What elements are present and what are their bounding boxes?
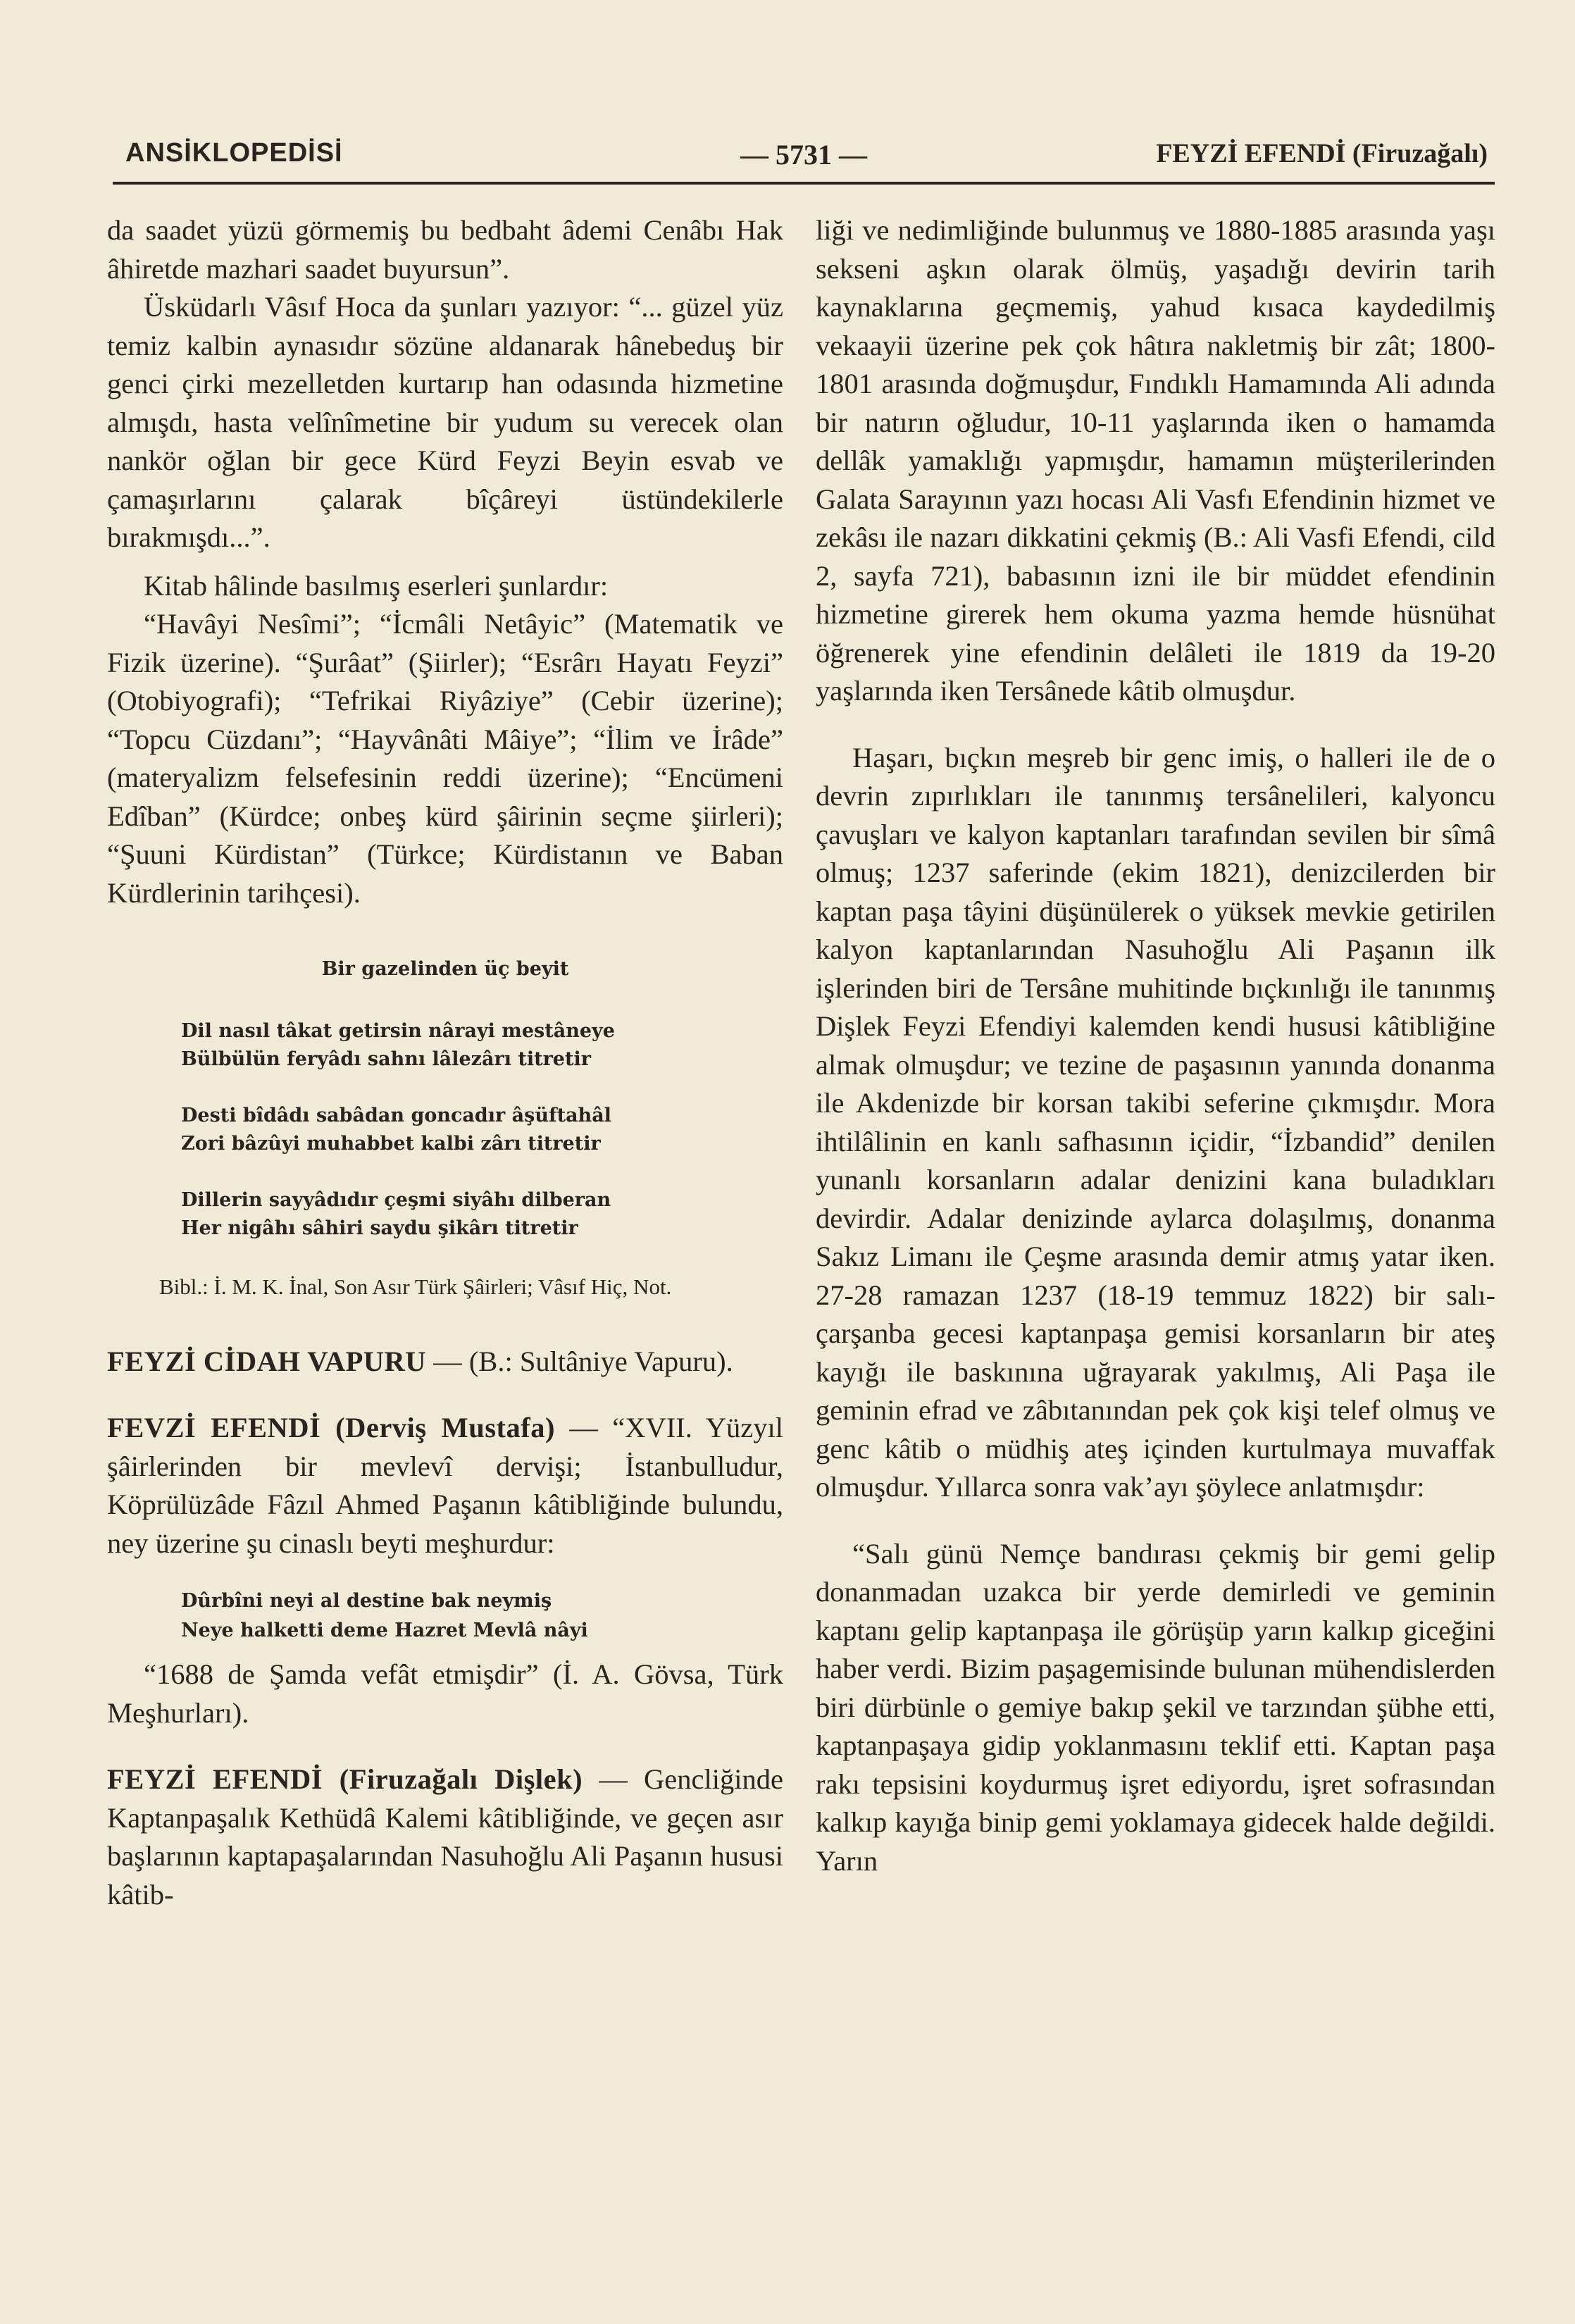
entry-feyzi-efendi-firuzagali	[107, 1760, 783, 1914]
header-entry-title: FEYZİ EFENDİ (Firuzağalı)	[1156, 139, 1488, 168]
bibliography: Bibl.: İ. M. K. İnal, Son Asır Türk Şâirleri; Vâsıf Hiç, Not.	[159, 1274, 672, 1299]
paragraph: Üsküdarlı Vâsıf Hoca da şunları yazıyor: “... güzel yüz temiz kalbin aynasıdır sözüne aldanarak hânebeduş bir genci çirki mezelletden kurtarıp han odasında hizmetine almışdı, hasta velînîmetine bir yudum su verecek olan nankör oğlan bir gece Kürd Feyzi Beyin esvab ve çamaşırlarını çalarak bîçâreyi üstündekilerle bırakmışdı...”.	[107, 291, 783, 553]
couplet	[181, 1017, 783, 1074]
verse-line: Zori bâzûyi muhabbet kalbi zârı titretir	[181, 1132, 601, 1155]
works-list: “Havâyi Nesîmi”; “İcmâli Netâyic” (Matematik ve Fizik üzerine). “Şurâat” (Şiirler); “Esrârı Hayatı Feyzi” (Otobiyografi); “Tefrikai Riyâziye” (Cebir üzerine); “Topcu Cüzdanı”; “Hayvânâti Mâiye”; “İlim ve İrâde” (materyalizm felsefesinin reddi üzerine); “Encümeni Edîban” (Kürdce; onbeş kürd şâirinin seçme şiirleri); “Şuuni Kürdistan” (Türkce; Kürdistanın ve Baban Kürdlerinin tarihçesi).	[107, 608, 783, 909]
verse-line: Desti bîdâdı sabâdan goncadır âşüftahâl	[181, 1104, 611, 1126]
verse-line: Dil nasıl tâkat getirsin nârayi mestâneye	[181, 1019, 615, 1042]
entry-heading: FEYZİ CİDAH VAPURU	[107, 1345, 427, 1377]
entry-fevzi-efendi	[107, 1409, 783, 1562]
page-header	[113, 132, 1495, 185]
paragraph: liği ve nedimliğinde bulunmuş ve 1880-1885 arasında yaşı sekseni aşkın olarak ölmüş, yaşadığı devirin tarih kaynaklarına geçmemiş, yahud kısaca kaydedilmiş vekaayii üzerine pek çok hâtıra nakletmiş bir zât; 1800-1801 arasında doğmuşdur, Fındıklı Hamamında Ali adında bir natırın oğludur, 10-11 yaşlarında iken o hamamda dellâk yamaklığı yapmışdır, hamamın müşterilerinden Galata Sarayının yazı hocası Ali Vasfı Efendinin hizmet ve zekâsı ile nazarı dikkatini çekmiş (B.: Ali Vasfi Efendi, cild 2, sayfa 721), babasının izni ile bir müddet efendinin hizmetine girerek hem okuma yazma hemde hüsnühat öğrenerek yine efendinin delâleti ile 1819 da 19-20 yaşlarında iken Tersânede kâtib olmuşdur.	[816, 214, 1495, 707]
entry-heading: FEVZİ EFENDİ (Derviş Mustafa)	[107, 1412, 555, 1443]
couplet	[181, 1102, 783, 1158]
verse-line: Bülbülün feryâdı sahnı lâlezârı titretir	[181, 1048, 591, 1070]
poem-title: Bir gazelinden üç beyit	[321, 958, 569, 980]
verse-line: Her nigâhı sâhiri saydu şikârı titretir	[181, 1217, 578, 1239]
paragraph: Haşarı, bıçkın meşreb bir genc imiş, o halleri ile de o devrin zıpırlıkları ile tanınmış tersânelileri, kalyoncu çavuşları ve kalyon kaptanları tarafından sevilen bir sîmâ olmuş; 1237 saferinde (ekim 1821), denizcilerden bir kaptan paşa tâyini düşünülerek o yüksek mevkie getirilen kalyon kaptanlarından Nasuhoğlu Ali Paşanın ilk işlerinden biri de Tersâne muhitinde bıçkınlığı ile tanınmış Dişlek Feyzi Efendiyi kalemden kendi hususi kâtibliğine almak olmuşdur; ve tezine de paşasının yanında donanma ile Akdenizde bir korsan takibi seferine çıkmışdır. Mora ihtilâlinin en kanlı safhasının içidir, “İzbandid” denilen yunanlı korsanların adalar denizini kana buladıkları devirdir. Adalar denizinde aylarca dolaşılmış, donanma Sakız Limanı ile Çeşme arasında demir atmış yatar iken. 27-28 ramazan 1237 (18-19 temmuz 1822) bir salı-çarşanba gecesi kaptanpaşa gemisi korsanların bir ateş kayığı ile baskınına uğrayarak yakılmış, Ali Paşa ile geminin efrad ve zâbıtanından pek çok kişi telef olmuş ve genc kâtib o müdhiş ateş içinden kurtulmaya muvaffak olmuşdur. Yıllarca sonra vak’ayı şöylece anlatmışdır:	[816, 741, 1495, 1503]
couplet	[181, 1186, 783, 1243]
verse-line: Dûrbîni neyi al destine bak neymiş	[181, 1590, 552, 1612]
header-encyclopedia-title: ANSİKLOPEDİSİ	[125, 138, 343, 168]
verse-line: Neye halketti deme Hazret Mevlâ nâyi	[181, 1620, 588, 1641]
right-column	[816, 211, 1495, 1880]
paragraph: Kitab hâlinde basılmış eserleri şunlardır:	[144, 569, 609, 602]
entry-text: — “XVII. Yüzyıl şâirlerinden bir mevlevî dervişi; İstanbulludur, Köprülüzâde Fâzıl Ahmed Paşanın kâtibliğinde bulundu, ney üzerine şu cinaslı beyti meşhurdur:	[107, 1412, 784, 1559]
quoted-narrative: “Salı günü Nemçe bandırası çekmiş bir gemi gelip donanmadan uzakca bir yerde demirledi ve geminin kaptanı gelip kaptanpaşa ile görüşüp yarın kalkıp giceğini haber verdi. Bizim paşagemisinde bulunan mühendislerden biri dürbünle o gemiye bakıp şekil ve tarzından şübhe etti, kaptanpaşaya gidip yoklanmasını teklif etti. Kaptan paşa rakı tepsisini koydurmuş işret ediyordu, işret sofrasından kalkıp kayığa binip gemi yoklamaya gidecek halde değildi. Yarın	[816, 1537, 1495, 1877]
entry-text: — (B.: Sultâniye Vapuru).	[426, 1345, 733, 1377]
page-number: — 5731 —	[740, 139, 867, 170]
entry-feyzi-cidah-vapuru	[107, 1343, 783, 1381]
paragraph: da saadet yüzü görmemiş bu bedbaht âdemi Cenâbı Hak âhiretde mazhari saadet buyursun”.	[107, 214, 783, 285]
entry-heading: FEYZİ EFENDİ (Firuzağalı Dişlek)	[107, 1763, 583, 1795]
verse-line: Dillerin sayyâdıdır çeşmi siyâhı dilberan	[181, 1188, 611, 1211]
paragraph: “1688 de Şamda vefât etmişdir” (İ. A. Gövsa, Türk Meşhurları).	[107, 1658, 783, 1729]
entry-text: — Gencliğinde Kaptanpaşalık Kethüdâ Kalemi kâtibliğinde, ve geçen asır başlarının kaptapaşalarından Nasuhoğlu Ali Paşanın hususi kâtib-	[107, 1763, 783, 1910]
left-column	[107, 211, 783, 1914]
poem	[107, 1017, 783, 1243]
quoted-verse	[181, 1586, 783, 1646]
